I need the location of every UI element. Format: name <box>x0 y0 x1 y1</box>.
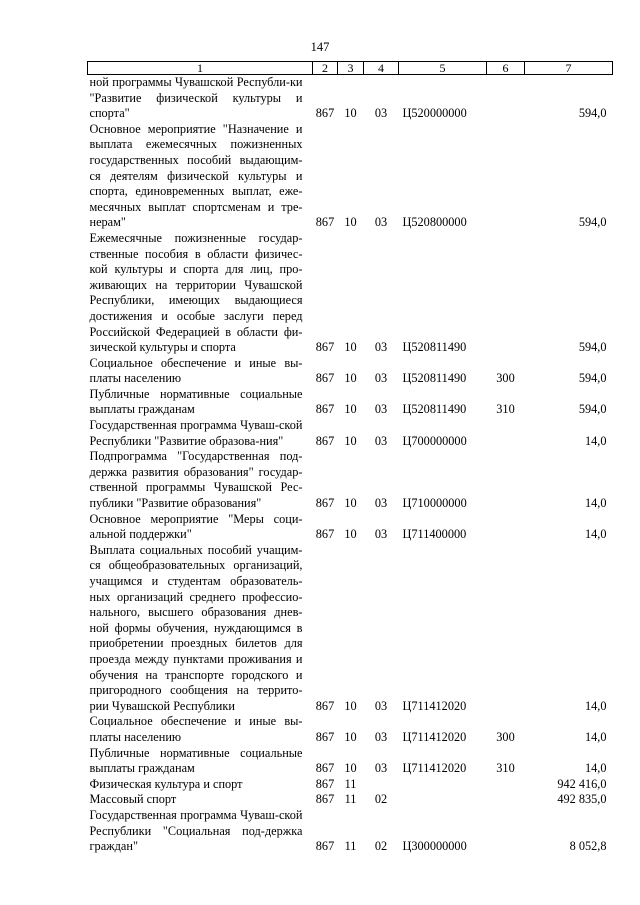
row-name: Государственная программа Чуваш-ской Республики "Развитие образова-ния" <box>89 418 303 448</box>
header-col-5: 5 <box>399 62 487 75</box>
row-section: 11 <box>344 839 357 854</box>
row-target-article: Ц520811490 <box>402 371 467 386</box>
row-amount: 14,0 <box>584 729 607 744</box>
row-amount: 594,0 <box>578 371 607 386</box>
row-subsection: 02 <box>374 792 388 807</box>
row-admin-code: 867 <box>315 792 335 807</box>
table-row <box>88 122 613 231</box>
row-target-article: Ц520800000 <box>402 215 467 230</box>
row-section: 10 <box>344 761 357 776</box>
row-name: Подпрограмма "Государственная под-держка развития образования" государ-ственной программы Чувашской Рес-публики "Развитие образования" <box>89 449 303 511</box>
row-amount: 14,0 <box>584 761 607 776</box>
row-name: Физическая культура и спорт <box>89 776 243 791</box>
row-section: 10 <box>344 496 357 511</box>
table-row <box>88 714 613 745</box>
row-admin-code: 867 <box>315 106 335 121</box>
table-row <box>88 75 613 122</box>
row-subsection: 03 <box>374 698 388 713</box>
table-row <box>88 808 613 855</box>
row-expense-type: 310 <box>496 761 515 776</box>
table-row <box>88 512 613 543</box>
row-section: 11 <box>344 776 357 791</box>
row-amount: 594,0 <box>578 106 607 121</box>
table-header <box>88 62 613 75</box>
table-row <box>88 543 613 715</box>
row-subsection: 03 <box>374 761 388 776</box>
row-name: Публичные нормативные социальные выплаты гражданам <box>89 745 303 776</box>
budget-table <box>87 61 613 855</box>
row-target-article <box>399 792 487 808</box>
row-amount: 14,0 <box>584 433 607 448</box>
row-target-article: Ц711412020 <box>402 729 467 744</box>
row-amount: 8 052,8 <box>569 839 607 854</box>
row-expense-type: 310 <box>496 402 515 417</box>
row-expense-type <box>487 792 525 808</box>
row-expense-type: 300 <box>496 371 515 386</box>
header-col-4: 4 <box>364 62 399 75</box>
row-subsection: 03 <box>374 729 388 744</box>
row-expense-type <box>487 777 525 793</box>
header-col-2: 2 <box>313 62 338 75</box>
row-subsection: 03 <box>374 496 388 511</box>
row-section: 10 <box>344 729 357 744</box>
row-admin-code: 867 <box>315 496 335 511</box>
row-admin-code: 867 <box>315 776 335 791</box>
row-admin-code: 867 <box>315 371 335 386</box>
row-amount: 594,0 <box>578 402 607 417</box>
row-name: Социальное обеспечение и иные вы-платы населению <box>89 355 303 386</box>
row-target-article: Ц520811490 <box>402 340 467 355</box>
row-amount: 594,0 <box>578 340 607 355</box>
header-col-3: 3 <box>338 62 364 75</box>
row-section: 10 <box>344 527 357 542</box>
row-name: Выплата социальных пособий учащим-ся общеобразовательных организаций, учащимся и студентам образователь-ных организаций среднего профессио-нального, высшего образования днев-ной формы обучения, нуждающимся в приобретении проездных билетов для проезда между пунктами проживания и обучения на транспорте городского и пригородного сообщения на террито-рии Чувашской Республики <box>89 542 303 713</box>
row-admin-code: 867 <box>315 402 335 417</box>
row-section: 10 <box>344 402 357 417</box>
row-name: Социальное обеспечение и иные вы-платы населению <box>89 714 303 744</box>
row-target-article: Ц711412020 <box>402 761 467 776</box>
row-name: Ежемесячные пожизненные государ-ственные пособия в области физичес-кой культуры и спорта для лиц, про-живающих на территории Чувашской Республики, имеющих выдающиеся достижения и особые заслуги перед Российской Федерацией в области фи-зической культуры и спорта <box>89 230 303 355</box>
row-expense-type <box>487 808 525 855</box>
row-subsection: 03 <box>374 433 388 448</box>
row-expense-type <box>487 122 525 231</box>
header-col-1: 1 <box>88 62 313 75</box>
table-row <box>88 231 613 356</box>
row-admin-code: 867 <box>315 433 335 448</box>
row-target-article: Ц520811490 <box>402 402 467 417</box>
row-admin-code: 867 <box>315 761 335 776</box>
row-section: 10 <box>344 340 357 355</box>
table-body <box>88 75 613 855</box>
row-expense-type <box>487 449 525 511</box>
row-expense-type <box>487 418 525 449</box>
table-row <box>88 418 613 449</box>
row-subsection: 03 <box>374 215 388 230</box>
row-name: Основное мероприятие "Меры соци-альной поддержки" <box>89 511 303 542</box>
row-amount: 14,0 <box>584 527 607 542</box>
row-expense-type <box>487 75 525 122</box>
row-target-article: Ц711412020 <box>402 698 467 713</box>
row-target-article: Ц700000000 <box>402 433 467 448</box>
row-subsection: 03 <box>374 402 388 417</box>
table-row <box>88 792 613 808</box>
row-expense-type <box>487 543 525 715</box>
page-number: 147 <box>310 40 330 54</box>
row-section: 10 <box>344 215 357 230</box>
row-subsection: 03 <box>374 371 388 386</box>
row-target-article: Ц520000000 <box>402 106 467 121</box>
row-expense-type <box>487 512 525 543</box>
row-target-article: Ц710000000 <box>402 496 467 511</box>
row-subsection: 03 <box>374 527 388 542</box>
row-expense-type: 300 <box>496 729 515 744</box>
row-amount: 14,0 <box>584 698 607 713</box>
header-col-6: 6 <box>487 62 525 75</box>
row-admin-code: 867 <box>315 527 335 542</box>
row-name: ной программы Чувашской Республи-ки "Развитие физической культуры и спорта" <box>89 75 303 121</box>
table-row <box>88 777 613 793</box>
row-admin-code: 867 <box>315 839 335 854</box>
row-admin-code: 867 <box>315 729 335 744</box>
row-name: Массовый спорт <box>89 792 177 807</box>
row-section: 10 <box>344 433 357 448</box>
row-subsection <box>364 777 399 793</box>
row-name: Основное мероприятие "Назначение и выплата ежемесячных пожизненных государственных пособий выдающим-ся деятелям физической культуры и спорта, единовременных выплат, еже-месячных выплат спортсменам и тре-нерам" <box>89 121 303 230</box>
row-amount: 942 416,0 <box>557 776 607 791</box>
row-name: Государственная программа Чуваш-ской Республики "Социальная под-держка граждан" <box>89 807 303 854</box>
row-section: 10 <box>344 698 357 713</box>
row-amount: 14,0 <box>584 496 607 511</box>
table-row <box>88 449 613 511</box>
row-admin-code: 867 <box>315 340 335 355</box>
row-section: 10 <box>344 106 357 121</box>
row-section: 11 <box>344 792 357 807</box>
row-amount: 594,0 <box>578 215 607 230</box>
row-target-article: Ц300000000 <box>402 839 467 854</box>
row-section: 10 <box>344 371 357 386</box>
row-target-article: Ц711400000 <box>402 527 467 542</box>
table-row <box>88 746 613 777</box>
row-subsection: 03 <box>374 106 388 121</box>
row-name: Публичные нормативные социальные выплаты гражданам <box>89 386 303 417</box>
row-subsection: 02 <box>374 839 388 854</box>
row-amount: 492 835,0 <box>557 792 607 807</box>
header-col-7: 7 <box>525 62 613 75</box>
row-expense-type <box>487 231 525 356</box>
row-target-article <box>399 777 487 793</box>
table-row <box>88 387 613 418</box>
row-admin-code: 867 <box>315 698 335 713</box>
row-admin-code: 867 <box>315 215 335 230</box>
row-subsection: 03 <box>374 340 388 355</box>
table-row <box>88 356 613 387</box>
